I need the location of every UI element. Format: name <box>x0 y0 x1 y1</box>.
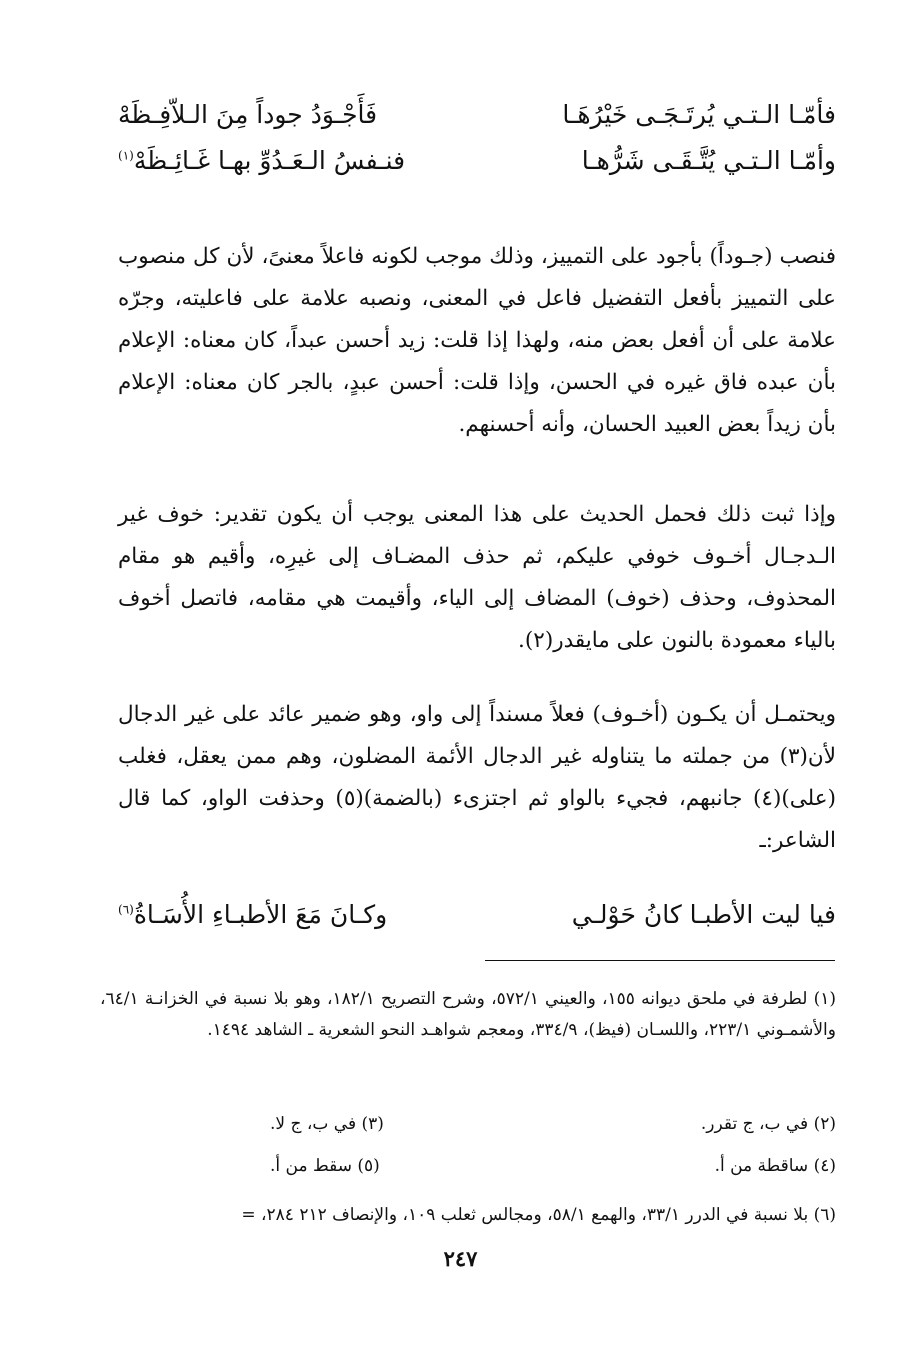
footnote-5: (٥) سقط من أ. <box>270 1156 380 1176</box>
paragraph-1: فنصب (جـوداً) بأجود على التمييز، وذلك موجب لكونه فاعلاً معنىً، لأن كل منصوب على التمييز بأفعل التفضيل فاعل في المعنى، ونصبه علامة على فاعليته، وجرّه علامة على أن أفعل بعض منه، ولهذا إذا قلت: زيد أحسن عبداً، كان معناه: الإعلام بأن عبده فاق غيره في الحسن، وإذا قلت: أحسن عبدٍ، بالجر كان معناه: الإعلام بأن زيداً بعض العبيد الحسان، وأنه أحسنهم. <box>118 244 836 437</box>
verse-hemistich-first: فيا ليت الأطبـا كانُ حَوْلـي <box>571 899 836 929</box>
verse-text: فَأَجْـوَدُ جوداً مِنَ الـلاّفِـظَهْ <box>118 99 378 129</box>
verse-line-3 <box>118 892 836 936</box>
verse-text: وكـانَ مَعَ الأطبـاءِ الأُسَـاةُ <box>133 899 388 929</box>
footnote-3: (٣) في ب، ج لا. <box>270 1114 384 1134</box>
footnote-6: (٦) بلا نسبة في الدرر ٣٣/١، والهمع ٥٨/١، ومجالس ثعلب ١٠٩، والإنصاف ٢١٢ ٢٨٤، = <box>241 1205 836 1225</box>
footnote-1: (١) لطرفة في ملحق ديوانه ١٥٥، والعيني ٥٧٢/١، وشرح التصريح ١٨٢/١، وهو بلا نسبة في الخزانـة ٦٤/١، والأشمـوني ٢٢٣/١، واللسـان (فيظ)، ٣٣٤/٩، ومعجم شواهـد النحو الشعرية ـ الشاهد ١٤٩٤. <box>100 989 837 1040</box>
footnote-row-2-3 <box>270 1114 836 1144</box>
paragraph-2: وإذا ثبت ذلك فحمل الحديث على هذا المعنى يوجب أن يكون تقدير: خوف غير الـدجـال أخـوف خوفي عليكم، ثم حذف المضـاف إلى غيرِه، وأقيم هو مقام المحذوف، وحذف (خوف) المضاف إلى الياء، وأقيمت هي مقامه، فاتصل أخوف بالياء معمودة بالنون على مايقدر(٢). <box>118 502 836 653</box>
verse-line-1 <box>118 92 836 136</box>
verse-hemistich-second <box>118 900 387 929</box>
page-number: ٢٤٧ <box>443 1246 478 1271</box>
verse-hemistich-first: وأمّـا الـتـي يُتَّـقَـى شَرُّهـا <box>581 145 836 175</box>
verse-hemistich-first: فأمّـا الـتـي يُرتَـجَـى خَيْرُهَـا <box>562 99 836 129</box>
verse-line-2 <box>118 138 836 182</box>
verse-hemistich-second <box>118 100 377 129</box>
verse-hemistich-second <box>118 146 405 175</box>
footnote-ref-1: (١) <box>118 148 134 163</box>
footnote-4: (٤) ساقطة من أ. <box>714 1156 836 1176</box>
footnote-ref-6: (٦) <box>118 902 134 917</box>
footnote-row-4-5 <box>270 1156 836 1186</box>
verse-text: فنـفسُ الـعَـدُوِّ بهـا غَـائِـظَهْ <box>133 145 406 175</box>
footnote-divider <box>485 960 835 961</box>
paragraph-3: ويحتمـل أن يكـون (أخـوف) فعلاً مسنداً إلى واو، وهو ضمير عائد على غير الدجال لأن(٣) من جملته ما يتناوله غير الدجال الأئمة المضلون، وهم ممن يعقل، فغلب (على)(٤) جانبهم، فجيء بالواو ثم اجتزىء (بالضمة)(٥) وحذفت الواو، كما قال الشاعر:ـ <box>118 702 837 853</box>
footnote-2: (٢) في ب، ج تقرر. <box>700 1114 836 1134</box>
